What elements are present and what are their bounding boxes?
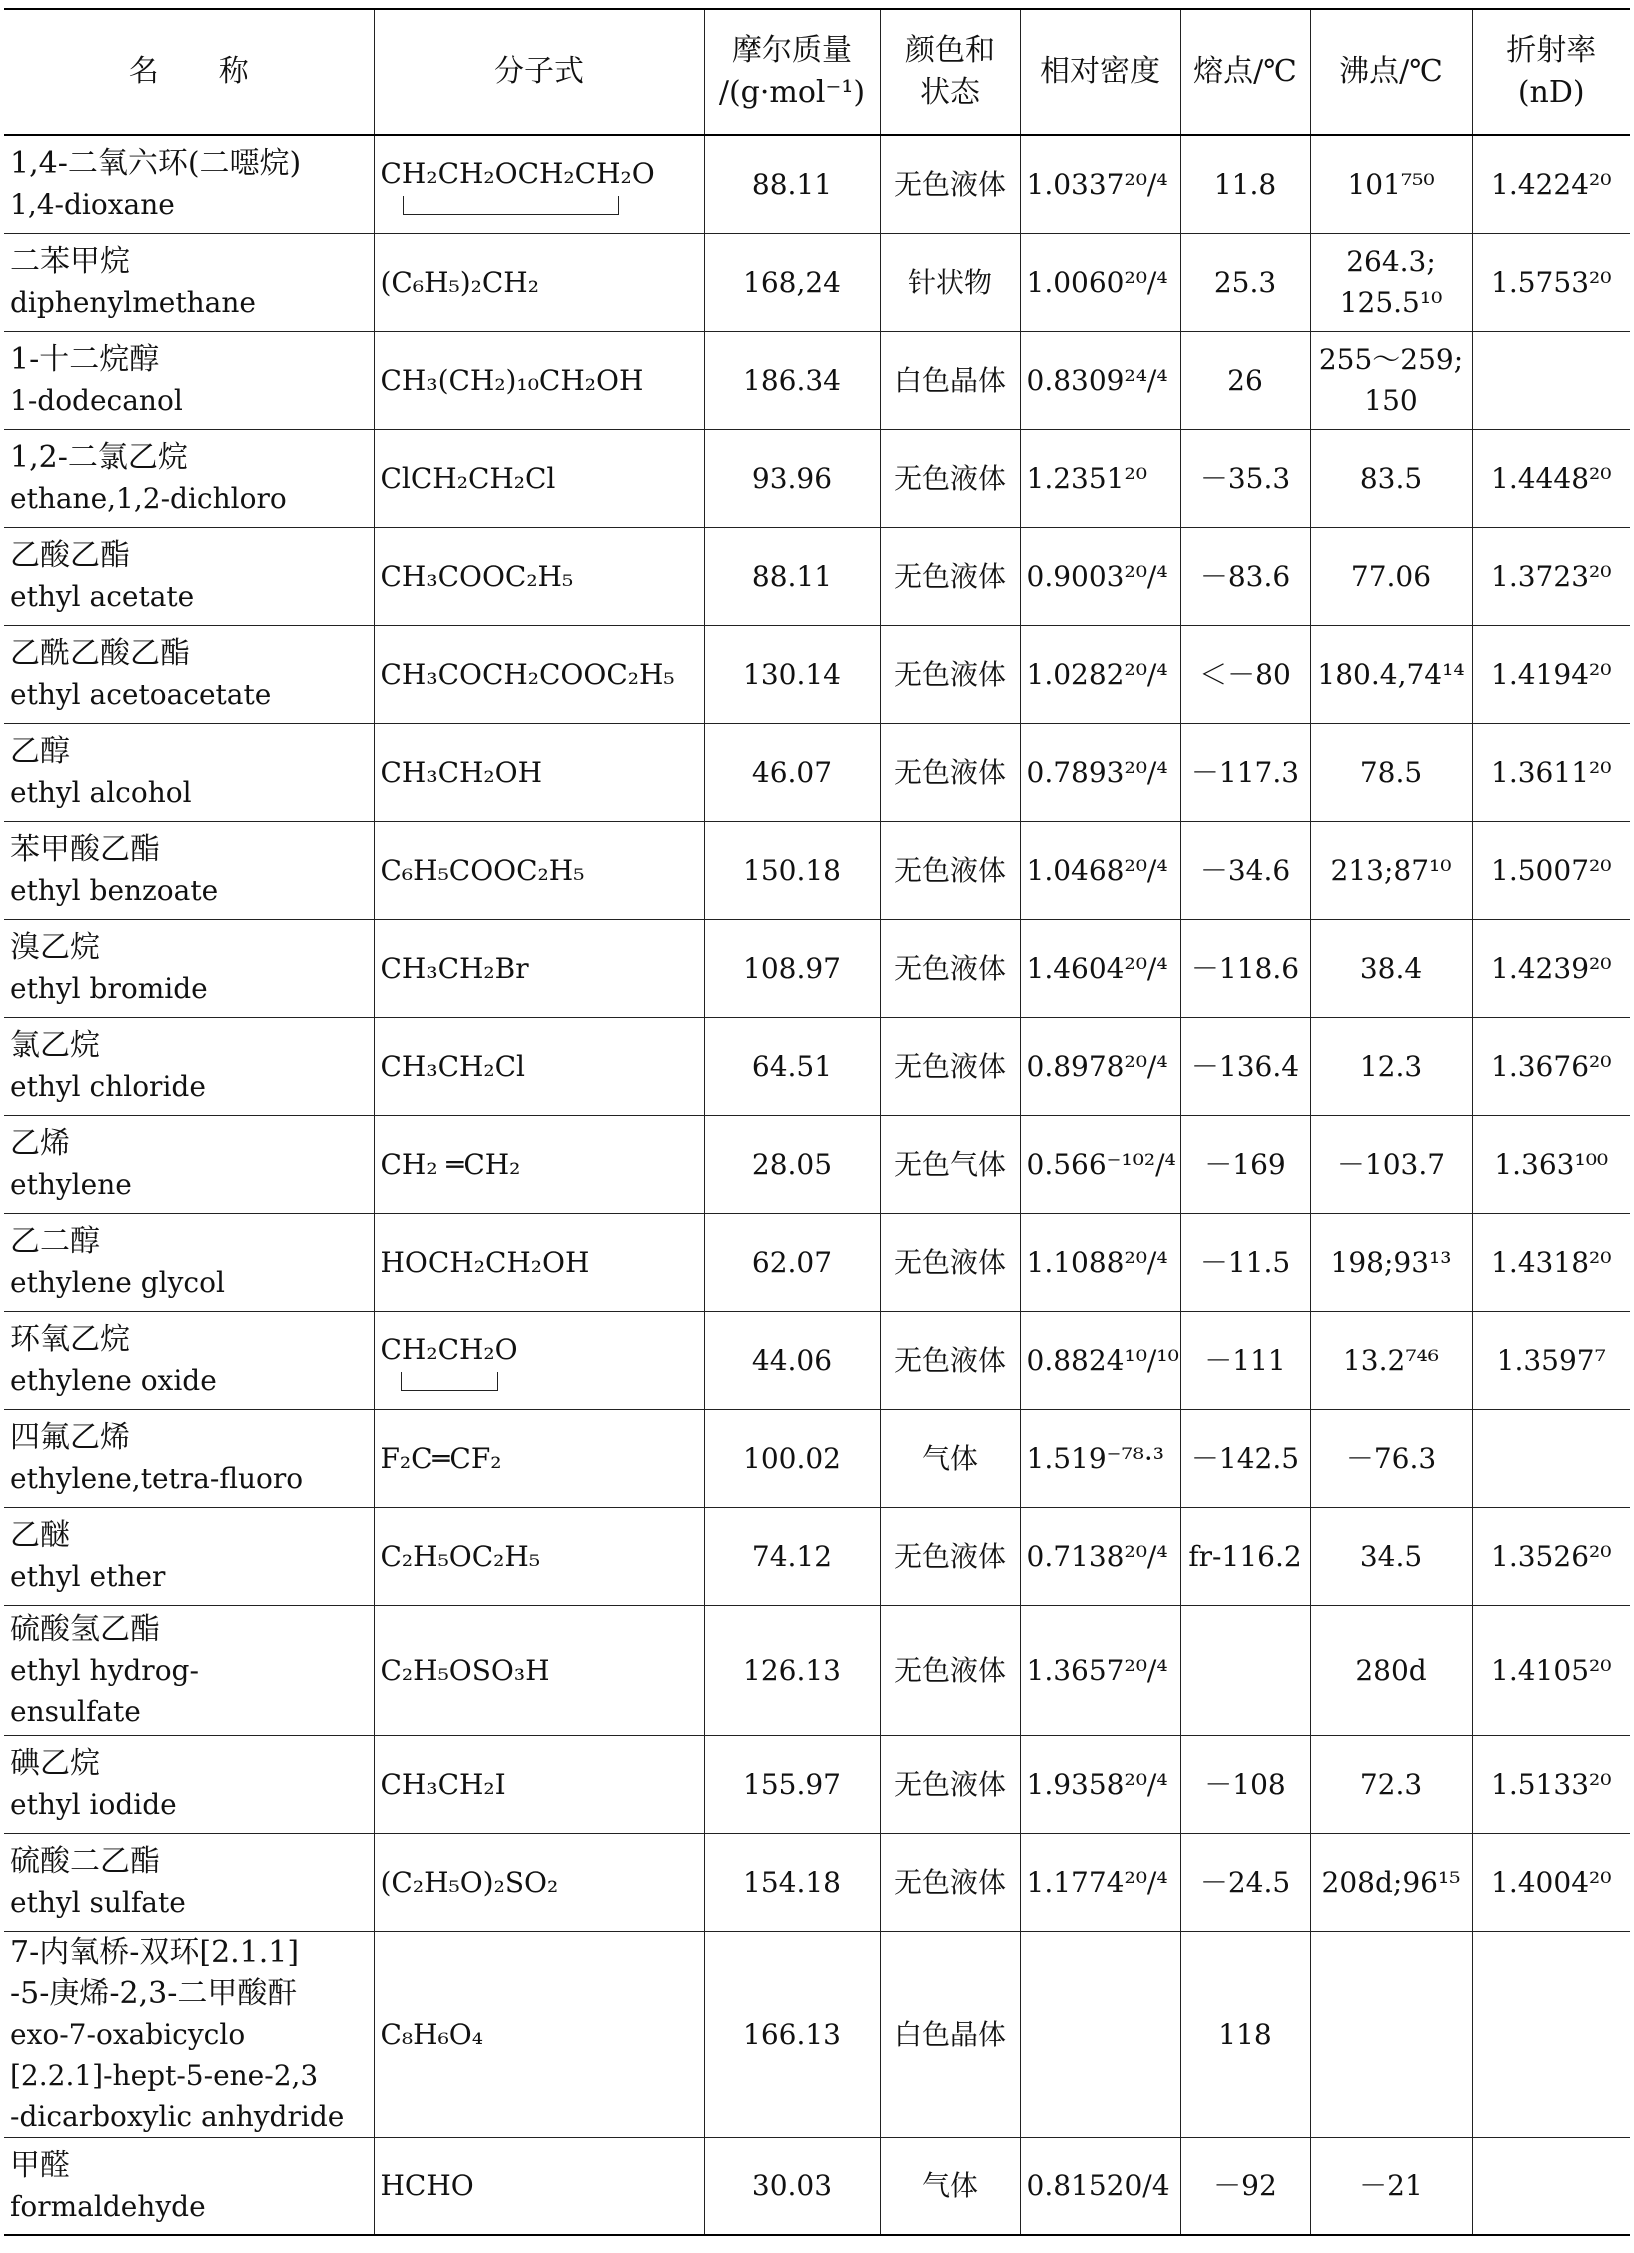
ring-formula [381, 1329, 518, 1391]
cell-formula: C₈H₆O₄ [374, 1931, 704, 2137]
cell-formula: CH₃CH₂Br [374, 919, 704, 1017]
compound-name-en: ethyl alcohol [10, 776, 192, 809]
compound-name-en: diphenylmethane [10, 286, 256, 319]
cell-refractive-index [1472, 1409, 1630, 1507]
cell-boiling-point: 34.5 [1310, 1507, 1472, 1605]
cell-state: 无色液体 [880, 1833, 1020, 1931]
cell-melting-point: 118 [1180, 1931, 1310, 2137]
cell-name [4, 1311, 374, 1409]
cell-molar-mass: 126.13 [704, 1605, 880, 1735]
cell-boiling-point: 180.4,74¹⁴ [1310, 625, 1472, 723]
compound-name-zh: 1-十二烷醇 [10, 342, 160, 377]
table-row [4, 1409, 1630, 1507]
cell-refractive-index [1472, 2137, 1630, 2235]
header-formula: 分子式 [374, 9, 704, 135]
header-melting-point: 熔点/℃ [1180, 9, 1310, 135]
cell-refractive-index: 1.3723²⁰ [1472, 527, 1630, 625]
cell-density: 1.1774²⁰/⁴ [1020, 1833, 1180, 1931]
cell-molar-mass: 154.18 [704, 1833, 880, 1931]
cell-formula: (C₂H₅O)₂SO₂ [374, 1833, 704, 1931]
compound-name-zh: 甲醛 [10, 2147, 70, 2183]
compound-name-en: ethyl acetate [10, 580, 195, 613]
cell-molar-mass: 100.02 [704, 1409, 880, 1507]
cell-density: 1.0468²⁰/⁴ [1020, 821, 1180, 919]
cell-melting-point: －92 [1180, 2137, 1310, 2235]
header-refractive-index: 折射率 (nD) [1472, 9, 1630, 135]
table-row [4, 1213, 1630, 1311]
cell-molar-mass: 88.11 [704, 135, 880, 233]
cell-state: 无色液体 [880, 1507, 1020, 1605]
compound-name-zh: 碘乙烷 [10, 1746, 100, 1781]
cell-refractive-index: 1.5007²⁰ [1472, 821, 1630, 919]
cell-formula: ClCH₂CH₂Cl [374, 429, 704, 527]
cell-formula: HOCH₂CH₂OH [374, 1213, 704, 1311]
compound-name-zh: 乙酰乙酸乙酯 [10, 636, 190, 671]
cell-melting-point [1180, 1605, 1310, 1735]
cell-name [4, 331, 374, 429]
table-row [4, 821, 1630, 919]
compound-name-zh: 硫酸二乙酯 [10, 1844, 160, 1879]
cell-density [1020, 1931, 1180, 2137]
cell-molar-mass: 155.97 [704, 1735, 880, 1833]
cell-formula: C₆H₅COOC₂H₅ [374, 821, 704, 919]
cell-name [4, 919, 374, 1017]
compound-name-zh: 乙烯 [10, 1126, 70, 1161]
cell-boiling-point [1310, 1931, 1472, 2137]
cell-melting-point: －169 [1180, 1115, 1310, 1213]
cell-melting-point: －108 [1180, 1735, 1310, 1833]
compound-name-zh: 氯乙烷 [10, 1028, 100, 1063]
header-boiling-point: 沸点/℃ [1310, 9, 1472, 135]
compound-name-en: ethylene [10, 1168, 132, 1201]
cell-melting-point: 26 [1180, 331, 1310, 429]
cell-formula: C₂H₅OSO₃H [374, 1605, 704, 1735]
cell-boiling-point: 213;87¹⁰ [1310, 821, 1472, 919]
cell-melting-point: －24.5 [1180, 1833, 1310, 1931]
cell-refractive-index: 1.4448²⁰ [1472, 429, 1630, 527]
ring-bond-bracket [401, 1372, 498, 1391]
cell-state: 白色晶体 [880, 1931, 1020, 2137]
cell-refractive-index: 1.3676²⁰ [1472, 1017, 1630, 1115]
cell-state: 无色液体 [880, 821, 1020, 919]
table-row [4, 1311, 1630, 1409]
table-row [4, 1507, 1630, 1605]
cell-melting-point: －11.5 [1180, 1213, 1310, 1311]
cell-boiling-point: 12.3 [1310, 1017, 1472, 1115]
cell-refractive-index [1472, 1931, 1630, 2137]
compound-name-zh: 1,4-二氧六环(二噁烷) [10, 146, 302, 182]
cell-density: 0.8978²⁰/⁴ [1020, 1017, 1180, 1115]
cell-boiling-point: 264.3; 125.5¹⁰ [1310, 233, 1472, 331]
cell-name [4, 723, 374, 821]
cell-melting-point: －35.3 [1180, 429, 1310, 527]
table-row [4, 625, 1630, 723]
table-row [4, 1833, 1630, 1931]
table-row [4, 135, 1630, 233]
cell-molar-mass: 64.51 [704, 1017, 880, 1115]
cell-molar-mass: 168,24 [704, 233, 880, 331]
compound-name-zh: 乙二醇 [10, 1224, 100, 1259]
cell-refractive-index: 1.4194²⁰ [1472, 625, 1630, 723]
cell-molar-mass: 30.03 [704, 2137, 880, 2235]
cell-boiling-point: －76.3 [1310, 1409, 1472, 1507]
cell-formula: CH₂ ═CH₂ [374, 1115, 704, 1213]
compound-name-en: ethyl hydrog- ensulfate [10, 1653, 199, 1728]
compound-name-en: ethyl sulfate [10, 1886, 186, 1919]
cell-name [4, 1115, 374, 1213]
cell-name [4, 1735, 374, 1833]
cell-density: 1.0282²⁰/⁴ [1020, 625, 1180, 723]
cell-state: 无色液体 [880, 1213, 1020, 1311]
cell-melting-point: 11.8 [1180, 135, 1310, 233]
cell-molar-mass: 44.06 [704, 1311, 880, 1409]
cell-name [4, 625, 374, 723]
cell-state: 无色液体 [880, 1017, 1020, 1115]
compound-name-zh: 7-内氧桥-双环[2.1.1] -5-庚烯-2,3-二甲酸酐 [10, 1934, 300, 2011]
cell-refractive-index: 1.4239²⁰ [1472, 919, 1630, 1017]
compound-name-en: ethyl benzoate [10, 874, 219, 907]
table-row [4, 723, 1630, 821]
cell-density: 1.2351²⁰ [1020, 429, 1180, 527]
cell-density: 0.7893²⁰/⁴ [1020, 723, 1180, 821]
cell-state: 无色液体 [880, 527, 1020, 625]
compound-name-en: ethyl acetoacetate [10, 678, 272, 711]
compound-name-en: ethyl iodide [10, 1788, 177, 1821]
cell-refractive-index: 1.4105²⁰ [1472, 1605, 1630, 1735]
table-row [4, 527, 1630, 625]
cell-state: 无色气体 [880, 1115, 1020, 1213]
cell-boiling-point: 280d [1310, 1605, 1472, 1735]
cell-refractive-index: 1.5133²⁰ [1472, 1735, 1630, 1833]
cell-formula: C₂H₅OC₂H₅ [374, 1507, 704, 1605]
header-molar-mass: 摩尔质量 /(g·mol⁻¹) [704, 9, 880, 135]
cell-state: 无色液体 [880, 135, 1020, 233]
cell-density: 0.566⁻¹⁰²/⁴ [1020, 1115, 1180, 1213]
cell-name [4, 429, 374, 527]
compound-properties-table [4, 8, 1630, 2236]
compound-name-en: ethylene oxide [10, 1364, 217, 1397]
cell-formula: CH₃CH₂OH [374, 723, 704, 821]
cell-molar-mass: 166.13 [704, 1931, 880, 2137]
table-body [4, 135, 1630, 2235]
cell-density: 0.7138²⁰/⁴ [1020, 1507, 1180, 1605]
cell-boiling-point: 13.2⁷⁴⁶ [1310, 1311, 1472, 1409]
cell-name [4, 1017, 374, 1115]
cell-molar-mass: 28.05 [704, 1115, 880, 1213]
cell-refractive-index: 1.363¹⁰⁰ [1472, 1115, 1630, 1213]
cell-refractive-index: 1.3611²⁰ [1472, 723, 1630, 821]
cell-formula: CH₃COCH₂COOC₂H₅ [374, 625, 704, 723]
cell-density: 0.81520/4 [1020, 2137, 1180, 2235]
cell-boiling-point: 77.06 [1310, 527, 1472, 625]
cell-formula: CH₃CH₂I [374, 1735, 704, 1833]
table-row [4, 331, 1630, 429]
cell-molar-mass: 150.18 [704, 821, 880, 919]
compound-name-zh: 苯甲酸乙酯 [10, 832, 160, 867]
cell-state: 无色液体 [880, 919, 1020, 1017]
table-row [4, 1115, 1630, 1213]
cell-boiling-point: 208d;96¹⁵ [1310, 1833, 1472, 1931]
table-row [4, 919, 1630, 1017]
cell-formula: HCHO [374, 2137, 704, 2235]
table-row [4, 2137, 1630, 2235]
compound-name-en: ethyl chloride [10, 1070, 206, 1103]
compound-name-en: ethyl ether [10, 1560, 166, 1593]
cell-name [4, 821, 374, 919]
cell-state: 针状物 [880, 233, 1020, 331]
compound-name-zh: 乙醇 [10, 734, 70, 769]
formula-text: CH₂CH₂OCH₂CH₂O [380, 157, 655, 191]
cell-molar-mass: 130.14 [704, 625, 880, 723]
cell-density: 1.1088²⁰/⁴ [1020, 1213, 1180, 1311]
cell-density: 1.0060²⁰/⁴ [1020, 233, 1180, 331]
compound-name-zh: 1,2-二氯乙烷 [10, 440, 188, 475]
formula-text: CH₂CH₂O [380, 1333, 518, 1366]
cell-name [4, 527, 374, 625]
cell-density: 0.8309²⁴/⁴ [1020, 331, 1180, 429]
cell-formula [374, 135, 704, 233]
cell-density: 1.519⁻⁷⁸·³ [1020, 1409, 1180, 1507]
cell-boiling-point: －21 [1310, 2137, 1472, 2235]
cell-formula: CH₃CH₂Cl [374, 1017, 704, 1115]
table-row [4, 429, 1630, 527]
compound-name-en: ethylene,tetra-fluoro [10, 1462, 304, 1495]
cell-boiling-point: 78.5 [1310, 723, 1472, 821]
compound-name-en: 1,4-dioxane [10, 188, 175, 222]
cell-name [4, 1213, 374, 1311]
cell-name [4, 1605, 374, 1735]
compound-name-zh: 乙酸乙酯 [10, 538, 130, 573]
cell-refractive-index: 1.4004²⁰ [1472, 1833, 1630, 1931]
cell-name [4, 135, 374, 233]
cell-melting-point: －83.6 [1180, 527, 1310, 625]
cell-melting-point: －34.6 [1180, 821, 1310, 919]
compound-name-zh: 环氧乙烷 [10, 1322, 130, 1357]
cell-state: 无色液体 [880, 625, 1020, 723]
cell-melting-point: －142.5 [1180, 1409, 1310, 1507]
cell-density: 1.4604²⁰/⁴ [1020, 919, 1180, 1017]
cell-formula: CH₃(CH₂)₁₀CH₂OH [374, 331, 704, 429]
cell-density: 0.8824¹⁰/¹⁰ [1020, 1311, 1180, 1409]
compound-name-en: ethane,1,2-dichloro [10, 482, 287, 515]
cell-boiling-point: 198;93¹³ [1310, 1213, 1472, 1311]
cell-density: 1.0337²⁰/⁴ [1020, 135, 1180, 233]
cell-refractive-index: 1.3526²⁰ [1472, 1507, 1630, 1605]
cell-melting-point: －118.6 [1180, 919, 1310, 1017]
cell-refractive-index: 1.4318²⁰ [1472, 1213, 1630, 1311]
cell-name [4, 233, 374, 331]
table-row [4, 233, 1630, 331]
cell-boiling-point: 101⁷⁵⁰ [1310, 135, 1472, 233]
compound-name-zh: 硫酸氢乙酯 [10, 1611, 160, 1647]
cell-density: 1.3657²⁰/⁴ [1020, 1605, 1180, 1735]
cell-melting-point: fr-116.2 [1180, 1507, 1310, 1605]
table-row [4, 1017, 1630, 1115]
header-state: 颜色和 状态 [880, 9, 1020, 135]
cell-molar-mass: 186.34 [704, 331, 880, 429]
table-row [4, 1605, 1630, 1735]
cell-boiling-point: 38.4 [1310, 919, 1472, 1017]
cell-state: 气体 [880, 2137, 1020, 2235]
compound-name-zh: 溴乙烷 [10, 930, 100, 965]
cell-molar-mass: 88.11 [704, 527, 880, 625]
cell-boiling-point: －103.7 [1310, 1115, 1472, 1213]
cell-density: 0.9003²⁰/⁴ [1020, 527, 1180, 625]
compound-name-en: formaldehyde [10, 2189, 206, 2223]
cell-molar-mass: 74.12 [704, 1507, 880, 1605]
cell-molar-mass: 62.07 [704, 1213, 880, 1311]
table-row [4, 1735, 1630, 1833]
cell-state: 白色晶体 [880, 331, 1020, 429]
cell-state: 无色液体 [880, 1605, 1020, 1735]
cell-state: 气体 [880, 1409, 1020, 1507]
cell-melting-point: 25.3 [1180, 233, 1310, 331]
cell-name [4, 1833, 374, 1931]
compound-name-en: ethylene glycol [10, 1266, 225, 1299]
compound-name-zh: 乙醚 [10, 1518, 70, 1553]
cell-boiling-point: 72.3 [1310, 1735, 1472, 1833]
cell-formula: CH₃COOC₂H₅ [374, 527, 704, 625]
cell-melting-point: －136.4 [1180, 1017, 1310, 1115]
cell-density: 1.9358²⁰/⁴ [1020, 1735, 1180, 1833]
cell-state: 无色液体 [880, 1311, 1020, 1409]
cell-melting-point: －117.3 [1180, 723, 1310, 821]
cell-name [4, 2137, 374, 2235]
ring-formula [381, 153, 655, 215]
table-header [4, 9, 1630, 135]
cell-molar-mass: 108.97 [704, 919, 880, 1017]
cell-refractive-index: 1.5753²⁰ [1472, 233, 1630, 331]
compound-name-en: ethyl bromide [10, 972, 208, 1005]
cell-boiling-point: 83.5 [1310, 429, 1472, 527]
cell-melting-point: －111 [1180, 1311, 1310, 1409]
compound-name-en: exo-7-oxabicyclo [2.2.1]-hept-5-ene-2,3 -dicarboxylic anhydride [10, 2017, 345, 2133]
cell-refractive-index: 1.3597⁷ [1472, 1311, 1630, 1409]
compound-name-zh: 四氟乙烯 [10, 1420, 130, 1455]
cell-state: 无色液体 [880, 429, 1020, 527]
cell-name [4, 1507, 374, 1605]
cell-molar-mass: 93.96 [704, 429, 880, 527]
cell-name [4, 1931, 374, 2137]
cell-refractive-index: 1.4224²⁰ [1472, 135, 1630, 233]
header-density: 相对密度 [1020, 9, 1180, 135]
compound-name-en: 1-dodecanol [10, 384, 183, 417]
cell-formula: F₂C═CF₂ [374, 1409, 704, 1507]
cell-name [4, 1409, 374, 1507]
cell-state: 无色液体 [880, 723, 1020, 821]
cell-state: 无色液体 [880, 1735, 1020, 1833]
cell-boiling-point: 255～259; 150 [1310, 331, 1472, 429]
table-row [4, 1931, 1630, 2137]
compound-name-zh: 二苯甲烷 [10, 244, 130, 279]
cell-formula: (C₆H₅)₂CH₂ [374, 233, 704, 331]
ring-bond-bracket [403, 196, 619, 215]
header-name: 名 称 [4, 9, 374, 135]
cell-formula [374, 1311, 704, 1409]
cell-melting-point: ＜－80 [1180, 625, 1310, 723]
cell-molar-mass: 46.07 [704, 723, 880, 821]
cell-refractive-index [1472, 331, 1630, 429]
